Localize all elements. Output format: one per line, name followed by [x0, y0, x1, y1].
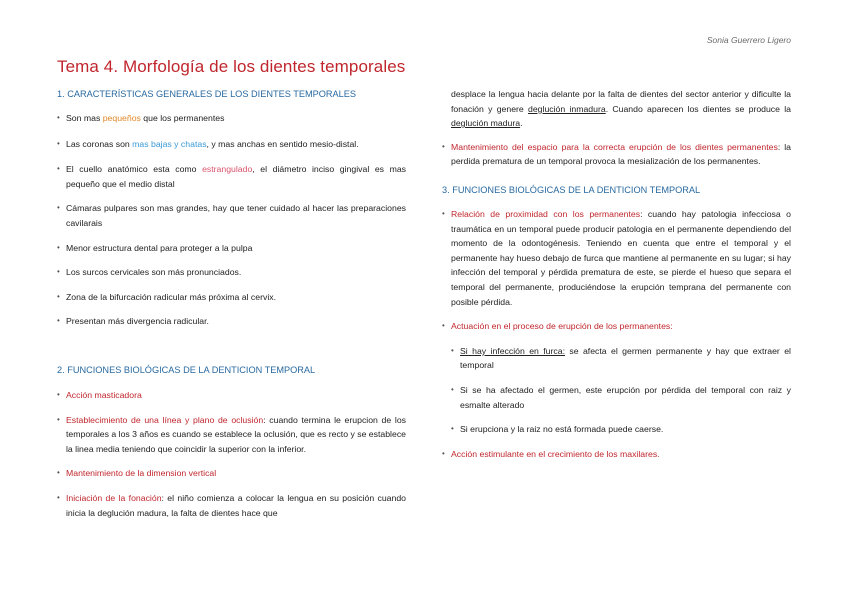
- list-item: [57, 162, 406, 191]
- highlight-text: Relación de proximidad con los permanentes: [451, 208, 641, 219]
- item-text: , y mas anchas en sentido mesio-distal.: [206, 138, 359, 149]
- section-heading-functions-3: 3. FUNCIONES BIOLÓGICAS DE LA DENTICION TEMPORAL: [442, 184, 701, 195]
- underlined-term: deglución madura: [451, 118, 521, 129]
- sub-list-item: • Si se ha afectado el germen, este erupción por pérdida del temporal con raiz y esmalte alterado: [442, 383, 791, 412]
- item-text: : cuando termina le erupcion de los temporales a los 3 años es cuando se establece la oclusión, que es recto y se establece la linea media teniendo que coincidir la superior con la inferior.: [66, 414, 406, 454]
- section-heading-characteristics: 1. CARACTERÍSTICAS GENERALES DE LOS DIENTES TEMPORALES: [57, 89, 357, 99]
- page-title: Tema 4. Morfología de los dientes temporales: [57, 57, 406, 76]
- list-item: • Zona de la bifurcación radicular más próxima al cervix.: [57, 290, 406, 305]
- highlight-text: Establecimiento de una línea y plano de oclusión: [66, 414, 264, 425]
- list-item: [442, 207, 791, 309]
- highlight-text: mas bajas y chatas: [132, 138, 207, 149]
- list-item: [57, 491, 406, 520]
- author-name: Sonia Guerrero Ligero: [706, 35, 791, 45]
- list-item: • Acción estimulante en el crecimiento de los maxilares.: [442, 447, 791, 462]
- item-text: : la perdida prematura de un temporal provoca la mesialización de los permanentes.: [451, 141, 791, 167]
- highlight-text: Mantenimiento del espacio para la correcta erupción de los dientes permanentes: [451, 141, 778, 152]
- list-item: [57, 413, 406, 457]
- list-item: • Cámaras pulpares son mas grandes, hay que tener cuidado al hacer las preparaciones cavilarais: [57, 201, 406, 230]
- highlight-text: estrangulado: [202, 164, 253, 175]
- item-text: . Cuando aparecen los dientes se produce la: [605, 103, 792, 114]
- left-column: [57, 87, 406, 520]
- item-text: desplace la lengua hacia delante por la falta de dientes del sector anterior y dificulte la fonación y genere: [451, 89, 791, 114]
- item-text: .: [520, 118, 523, 129]
- list-item: • Mantenimiento de la dimension vertical: [57, 466, 406, 481]
- sub-list-item: • Si erupciona y la raiz no está formada puede caerse.: [442, 422, 791, 437]
- sub-list-item: [442, 344, 791, 373]
- list-item: • Actuación en el proceso de erupción de los permanentes:: [442, 319, 791, 334]
- right-column: [442, 87, 791, 461]
- item-text: que los permanentes: [140, 113, 225, 123]
- list-item: • Presentan más divergencia radicular.: [57, 314, 406, 329]
- continued-paragraph: [442, 87, 791, 131]
- item-text: : cuando hay patologia infecciosa o traumática en un temporal puede producir patologia en el permanente dependiendo del momento de la odontogénesis. Teniendo en cuenta que entre el temporal y el permanente hay hueso debajo de furca que mantiene al permanente en su lugar; si hay infección del temporal y pérdida prematura de este, se pierde el hueso que separa el temporal del permanente, produciéndose la erupción temprana del permanente con posible pérdida.: [451, 208, 791, 307]
- item-text: se afecta el germen permanente y hay que extraer el temporal: [460, 345, 791, 371]
- item-text: : el niño comienza a colocar la lengua en su posición cuando inicia la deglución madura, la falta de dientes hace que: [66, 492, 407, 518]
- list-item: [57, 137, 406, 152]
- item-text: El cuello anatómico esta como: [66, 164, 203, 175]
- section-heading-functions: 2. FUNCIONES BIOLÓGICAS DE LA DENTICION TEMPORAL: [57, 364, 316, 375]
- highlight-text: pequeños: [102, 113, 141, 123]
- underlined-term: deglución inmadura: [528, 103, 606, 114]
- item-text: Las coronas son: [66, 138, 133, 149]
- list-item: • Acción masticadora: [57, 388, 406, 403]
- list-item: • Los surcos cervicales son más pronunciados.: [57, 265, 406, 280]
- item-text: , el diámetro inciso gingival es mas pequeño que el medio distal: [66, 164, 406, 189]
- list-item: [442, 140, 791, 169]
- underlined-term: Si hay infección en furca:: [460, 345, 565, 356]
- item-text: Son mas: [66, 113, 103, 123]
- highlight-text: Iniciación de la fonación: [66, 492, 162, 503]
- list-item: [57, 111, 406, 126]
- list-item: • Menor estructura dental para proteger a la pulpa: [57, 241, 406, 256]
